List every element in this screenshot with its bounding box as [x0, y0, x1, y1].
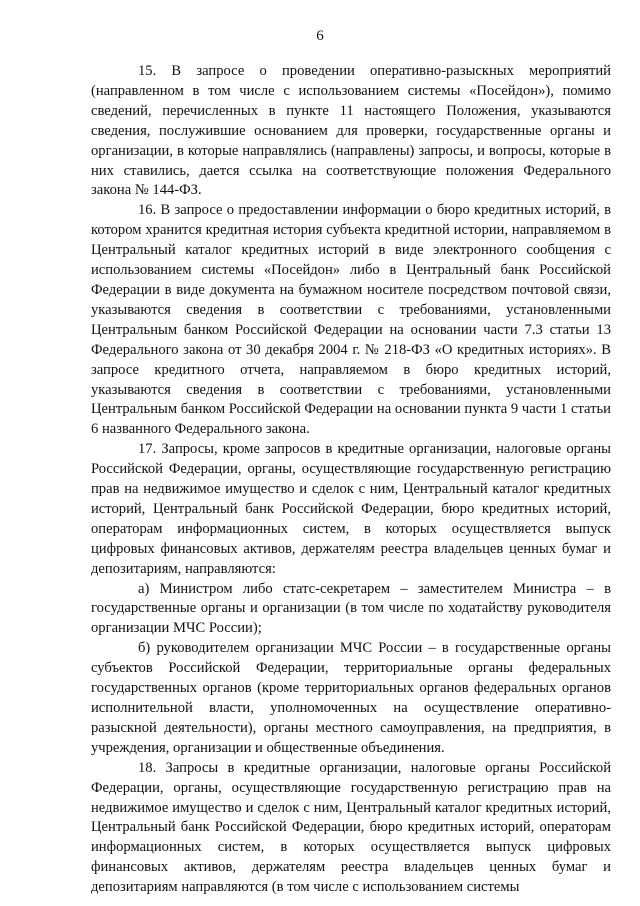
- paragraph-17-a: а) Министром либо статс-секретарем – заместителем Министра – в государственные органы и организации (в том числе по ходатайству руководителя организации МЧС России);: [91, 580, 611, 637]
- paragraph-16: 16. В запросе о предоставлении информации о бюро кредитных историй, в котором хранится кредитная история субъекта кредитной истории, направляемом в Центральный каталог кредитных историй в виде электронного сообщения с использованием системы «Посейдон» либо в Центральный банк Российской Федерации в виде документа на бумажном носителе посредством почтовой связи, указываются сведения в соответствии с требованиями, установленными Центральным банком Российской Федерации на основании части 7.3 статьи 13 Федерального закона от 30 декабря 2004 г. № 218-ФЗ «О кредитных историях». В запросе кредитного отчета, направляемом в бюро кредитных историй, указываются сведения в соответствии с требованиями, установленными Центральным банком Российской Федерации на основании пункта 9 части 1 статьи 6 названного Федерального закона.: [91, 202, 611, 438]
- paragraph-18: 18. Запросы в кредитные организации, налоговые органы Российской Федерации, органы, осуществляющие государственную регистрацию прав на недвижимое имущество и сделок с ним, Центральный каталог кредитных историй, Центральный банк Российской Федерации, бюро кредитных историй, операторам информационных систем, в которых осуществляется выпуск цифровых финансовых активов, держателям реестра владельцев ценных бумаг и депозитариям направляются (в том числе с использованием системы: [91, 759, 611, 896]
- document-body: [91, 62, 611, 898]
- paragraph-15: 15. В запросе о проведении оперативно-разыскных мероприятий (направленном в том числе с использованием системы «Посейдон»), помимо сведений, перечисленных в пункте 11 настоящего Положения, указываются сведения, послужившие основанием для проверки, государственные органы и организации, в которые направлялись (направлены) запросы, и вопросы, которые в них ставились, дается ссылка на соответствующие положения Федерального закона № 144-ФЗ.: [91, 63, 611, 199]
- paragraph-17: 17. Запросы, кроме запросов в кредитные организации, налоговые органы Российской Федерации, органы, осуществляющие государственную регистрацию прав на недвижимое имущество и сделок с ним, Центральный каталог кредитных историй, Центральный банк Российской Федерации, бюро кредитных историй, операторам информационных систем, в которых осуществляется выпуск цифровых финансовых активов, держателям реестра владельцев ценных бумаг и депозитариям, направляются:: [91, 441, 611, 577]
- paragraph-17-b: б) руководителем организации МЧС России – в государственные органы субъектов Российской Федерации, территориальные органы федеральных государственных органов (кроме территориальных органов федеральных органов исполнительной власти, уполномоченных на осуществление оперативно-разыскной деятельности), органы местного самоуправления, на предприятия, в учреждения, организации и общественные объединения.: [91, 640, 611, 756]
- page-number: 6: [316, 28, 324, 44]
